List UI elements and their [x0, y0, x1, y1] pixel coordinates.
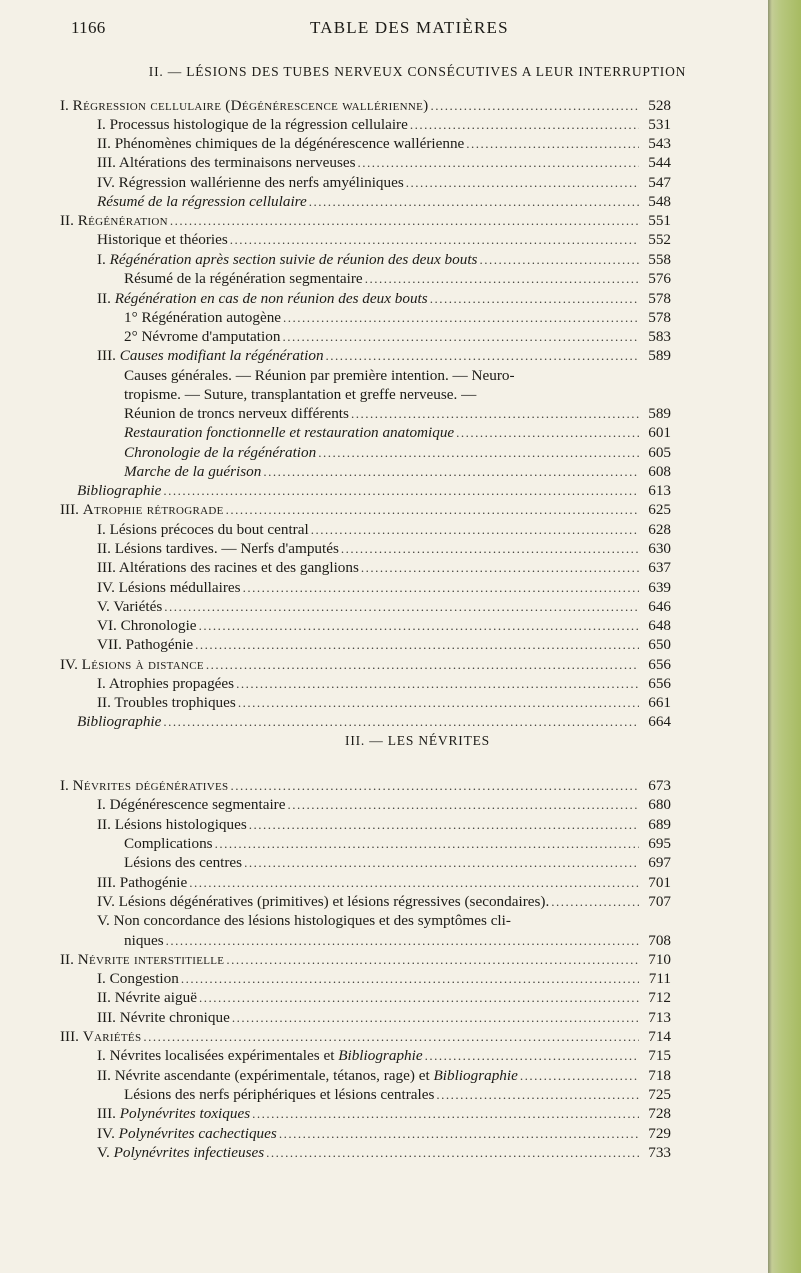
- toc-entry-label: 2° Névrome d'amputation: [124, 328, 281, 345]
- toc-entry-label: I. Névrites dégénératives: [60, 777, 229, 794]
- toc-entry[interactable]: [97, 693, 671, 713]
- toc-page-number: 628: [648, 521, 671, 538]
- toc-entry-label: II. Névrite aiguë: [97, 989, 197, 1006]
- toc-entry[interactable]: [97, 134, 671, 154]
- dot-leader: [166, 931, 639, 951]
- toc-entry[interactable]: [97, 1046, 671, 1066]
- toc-entry-label: Bibliographie: [77, 482, 162, 499]
- toc-page-number: 715: [648, 1047, 671, 1064]
- toc-page-number: 552: [648, 231, 671, 248]
- dot-leader: [252, 1104, 639, 1124]
- toc-page-number: 708: [648, 932, 671, 949]
- toc-entry-label: Historique et théories: [97, 231, 228, 248]
- toc-entry[interactable]: [97, 230, 671, 250]
- dot-leader: [309, 192, 639, 212]
- toc-entry[interactable]: [124, 834, 671, 854]
- toc-entry[interactable]: [97, 539, 671, 559]
- toc-page-number: 578: [648, 309, 671, 326]
- dot-leader: [425, 1046, 639, 1066]
- toc-entry[interactable]: [97, 346, 671, 366]
- dot-leader: [163, 481, 639, 501]
- toc-entry-label: II. Lésions histologiques: [97, 816, 247, 833]
- dot-leader: [164, 597, 639, 617]
- toc-entry[interactable]: [124, 931, 671, 951]
- dot-leader: [226, 500, 639, 520]
- toc-entry-continued: tropisme. — Suture, transplantation et greffe nerveuse. —: [124, 386, 477, 403]
- toc-page-number: 680: [648, 796, 671, 813]
- toc-entry[interactable]: [60, 500, 671, 520]
- dot-leader: [361, 558, 639, 578]
- dot-leader: [215, 834, 639, 854]
- toc-entry-label: Réunion de troncs nerveux différents: [124, 405, 349, 422]
- toc-entry-label: Complications: [124, 835, 213, 852]
- toc-entry[interactable]: [97, 1066, 671, 1086]
- toc-entry[interactable]: [97, 1104, 671, 1124]
- toc-page-number: 531: [648, 116, 671, 133]
- toc-entry[interactable]: [77, 712, 671, 732]
- section-heading-nevrites: III. — LES NÉVRITES: [345, 733, 490, 748]
- toc-page-number: 710: [648, 951, 671, 968]
- toc-entry[interactable]: [97, 674, 671, 694]
- toc-entry[interactable]: [77, 481, 671, 501]
- toc-entry[interactable]: [97, 873, 671, 893]
- dot-leader: [230, 776, 639, 796]
- toc-page-number: 695: [648, 835, 671, 852]
- toc-page-number: 576: [648, 270, 671, 287]
- toc-entry[interactable]: [124, 269, 671, 289]
- toc-entry[interactable]: [97, 289, 671, 309]
- dot-leader: [243, 578, 639, 598]
- dot-leader: [406, 173, 639, 193]
- dot-leader: [238, 693, 639, 713]
- toc-page-number: 548: [648, 193, 671, 210]
- toc-entry-label: I. Lésions précoces du bout central: [97, 521, 309, 538]
- toc-entry-label: II. Névrite ascendante (expérimentale, tétanos, rage) et Bibliographie: [97, 1067, 518, 1084]
- toc-page-number: 630: [648, 540, 671, 557]
- toc-entry-label: III. Causes modifiant la régénération: [97, 347, 324, 364]
- toc-page-number: 673: [648, 777, 671, 794]
- toc-entry-label: IV. Régression wallérienne des nerfs amyéliniques: [97, 174, 404, 191]
- toc-entry[interactable]: [124, 443, 671, 463]
- dot-leader: [170, 211, 639, 231]
- toc-entry[interactable]: [97, 520, 671, 540]
- toc-entry-label: Bibliographie: [77, 713, 162, 730]
- toc-entry-label: II. Régénération en cas de non réunion des deux bouts: [97, 290, 428, 307]
- toc-entry-label: III. Névrite chronique: [97, 1009, 230, 1026]
- toc-entry-label: III. Pathogénie: [97, 874, 188, 891]
- toc-entry-label: 1° Régénération autogène: [124, 309, 282, 326]
- dot-leader: [189, 873, 639, 893]
- toc-page-number: 661: [648, 694, 671, 711]
- dot-leader: [365, 269, 639, 289]
- toc-entry-label: I. Régénération après section suivie de réunion des deux bouts: [97, 251, 478, 268]
- toc-page-number: 712: [648, 989, 671, 1006]
- toc-entry[interactable]: [97, 578, 671, 598]
- toc-entry[interactable]: [124, 327, 671, 347]
- dot-leader: [263, 462, 639, 482]
- toc-entry-label: II. Phénomènes chimiques de la dégénérescence wallérienne: [97, 135, 465, 152]
- toc-entry[interactable]: [97, 1008, 671, 1028]
- toc-entry-label: IV. Lésions médullaires: [97, 579, 241, 596]
- toc-entry[interactable]: [97, 558, 671, 578]
- toc-entry[interactable]: [60, 211, 671, 231]
- toc-page-number: 543: [648, 135, 671, 152]
- toc-entry-label: Lésions des centres: [124, 854, 243, 871]
- toc-entry-label: VI. Chronologie: [97, 617, 197, 634]
- toc-entry[interactable]: [97, 1124, 671, 1144]
- toc-page-number: 583: [648, 328, 671, 345]
- toc-entry-label: II. Régénération: [60, 212, 168, 229]
- toc-entry-label: I. Processus histologique de la régression cellulaire: [97, 116, 408, 133]
- toc-page-number: 551: [648, 212, 671, 229]
- dot-leader: [358, 153, 639, 173]
- dot-leader: [287, 795, 639, 815]
- dot-leader: [479, 250, 639, 270]
- toc-entry[interactable]: [97, 597, 671, 617]
- toc-page-number: 637: [648, 559, 671, 576]
- dot-leader: [466, 134, 639, 154]
- toc-page-number: 689: [648, 816, 671, 833]
- dot-leader: [206, 655, 639, 675]
- dot-leader: [326, 346, 639, 366]
- toc-entry-continued: V. Non concordance des lésions histologiques et des symptômes cli-: [97, 912, 511, 929]
- dot-leader: [351, 404, 639, 424]
- toc-entry-label: Lésions des nerfs périphériques et lésions centrales: [124, 1086, 435, 1103]
- toc-entry[interactable]: [124, 423, 671, 443]
- toc-page-number: 714: [648, 1028, 671, 1045]
- page-number: 1166: [71, 18, 106, 37]
- toc-page-number: 707: [648, 893, 671, 910]
- toc-entry[interactable]: [97, 192, 671, 212]
- dot-leader: [163, 712, 639, 732]
- toc-page-number: 625: [648, 501, 671, 518]
- dot-leader: [279, 1124, 639, 1144]
- toc-entry[interactable]: [97, 616, 671, 636]
- toc-page-number: 711: [648, 970, 671, 987]
- toc-entry[interactable]: [60, 96, 671, 116]
- toc-entry-label: niques: [124, 932, 164, 949]
- toc-page-number: 547: [648, 174, 671, 191]
- running-title: TABLE DES MATIÈRES: [310, 18, 509, 37]
- dot-leader: [311, 520, 639, 540]
- dot-leader: [232, 1008, 639, 1028]
- toc-entry-label: I. Névrites localisées expérimentales et Bibliographie: [97, 1047, 423, 1064]
- toc-entry-label: Résumé de la régénération segmentaire: [124, 270, 363, 287]
- dot-leader: [226, 950, 639, 970]
- toc-entry[interactable]: [97, 635, 671, 655]
- toc-entry-label: I. Atrophies propagées: [97, 675, 235, 692]
- toc-entry-label: Chronologie de la régénération: [124, 444, 317, 461]
- toc-entry-continued: Causes générales. — Réunion par première intention. — Neuro-: [124, 367, 515, 384]
- toc-entry-label: III. Altérations des terminaisons nerveuses: [97, 154, 356, 171]
- dot-leader: [456, 423, 639, 443]
- toc-entry-label: Résumé de la régression cellulaire: [97, 193, 307, 210]
- toc-page-number: 656: [648, 675, 671, 692]
- toc-page-number: 608: [648, 463, 671, 480]
- toc-entry-label: III. Variétés: [60, 1028, 142, 1045]
- toc-page-number: 558: [648, 251, 671, 268]
- toc-entry-label: II. Névrite interstitielle: [60, 951, 225, 968]
- toc-page-number: 528: [648, 97, 671, 114]
- toc-entry-label: III. Altérations des racines et des ganglions: [97, 559, 359, 576]
- toc-entry-label: V. Variétés: [97, 598, 163, 615]
- dot-leader: [199, 988, 639, 1008]
- toc-entry-label: V. Polynévrites infectieuses: [97, 1144, 265, 1161]
- toc-page-number: 664: [648, 713, 671, 730]
- toc-entry-label: III. Atrophie rétrograde: [60, 501, 224, 518]
- toc-entry[interactable]: [97, 1143, 671, 1163]
- dot-leader: [430, 96, 639, 116]
- toc-entry[interactable]: [124, 853, 671, 873]
- toc-entry[interactable]: [97, 988, 671, 1008]
- toc-entry[interactable]: [97, 815, 671, 835]
- dot-leader: [551, 892, 639, 912]
- dot-leader: [199, 616, 639, 636]
- section-heading-lesions: II. — LÉSIONS DES TUBES NERVEUX CONSÉCUTIVES A LEUR INTERRUPTION: [148, 64, 687, 79]
- toc-page-number: 544: [648, 154, 671, 171]
- toc-page-number: 733: [648, 1144, 671, 1161]
- dot-leader: [341, 539, 639, 559]
- toc-entry-label: I. Dégénérescence segmentaire: [97, 796, 286, 813]
- toc-page-number: 648: [648, 617, 671, 634]
- dot-leader: [318, 443, 639, 463]
- toc-entry-label: I. Congestion: [97, 970, 179, 987]
- dot-leader: [230, 230, 639, 250]
- toc-page-number: 646: [648, 598, 671, 615]
- dot-leader: [283, 308, 639, 328]
- toc-entry[interactable]: [124, 1085, 671, 1105]
- toc-entry[interactable]: [60, 776, 671, 796]
- toc-entry-label: Marche de la guérison: [124, 463, 262, 480]
- toc-page-number: 650: [648, 636, 671, 653]
- toc-page-number: 725: [648, 1086, 671, 1103]
- toc-entry[interactable]: [97, 892, 671, 912]
- toc-entry[interactable]: [97, 115, 671, 135]
- toc-page-number: 639: [648, 579, 671, 596]
- dot-leader: [249, 815, 639, 835]
- toc-page-number: 656: [648, 656, 671, 673]
- dot-leader: [266, 1143, 639, 1163]
- toc-entry[interactable]: [97, 250, 671, 270]
- toc-entry[interactable]: [60, 1027, 671, 1047]
- toc-page-number: 601: [648, 424, 671, 441]
- toc-entry-label: IV. Polynévrites cachectiques: [97, 1125, 277, 1142]
- toc-page-number: 613: [648, 482, 671, 499]
- toc-page-number: 701: [648, 874, 671, 891]
- toc-entry[interactable]: [97, 173, 671, 193]
- toc-page-number: 697: [648, 854, 671, 871]
- dot-leader: [181, 969, 639, 989]
- toc-entry[interactable]: [97, 153, 671, 173]
- toc-entry-label: II. Troubles trophiques: [97, 694, 236, 711]
- toc-entry-label: IV. Lésions dégénératives (primitives) et lésions régressives (secondaires).: [97, 893, 550, 910]
- dot-leader: [410, 115, 639, 135]
- toc-entry-label: Restauration fonctionnelle et restauration anatomique: [124, 424, 455, 441]
- toc-entry[interactable]: [60, 655, 671, 675]
- dot-leader: [430, 289, 639, 309]
- toc-entry[interactable]: [124, 308, 671, 328]
- dot-leader: [520, 1066, 639, 1086]
- toc-page-number: 589: [648, 405, 671, 422]
- toc-entry-label: VII. Pathogénie: [97, 636, 194, 653]
- page-edge: [768, 0, 801, 1273]
- toc-page-number: 729: [648, 1125, 671, 1142]
- toc-entry[interactable]: [97, 795, 671, 815]
- toc-entry[interactable]: [97, 969, 671, 989]
- dot-leader: [436, 1085, 639, 1105]
- dot-leader: [244, 853, 639, 873]
- toc-page-number: 713: [648, 1009, 671, 1026]
- toc-page-number: 718: [648, 1067, 671, 1084]
- page-header: [0, 18, 775, 42]
- dot-leader: [195, 635, 639, 655]
- toc-page-number: 578: [648, 290, 671, 307]
- toc-page-number: 728: [648, 1105, 671, 1122]
- toc-entry-label: I. Régression cellulaire (Dégénérescence wallérienne): [60, 97, 429, 114]
- toc-entry[interactable]: [124, 462, 671, 482]
- dot-leader: [236, 674, 639, 694]
- toc-entry[interactable]: [60, 950, 671, 970]
- toc-page-number: 589: [648, 347, 671, 364]
- toc-entry[interactable]: [124, 404, 671, 424]
- toc-page-number: 605: [648, 444, 671, 461]
- toc-entry-label: III. Polynévrites toxiques: [97, 1105, 251, 1122]
- toc-entry-label: II. Lésions tardives. — Nerfs d'amputés: [97, 540, 339, 557]
- dot-leader: [143, 1027, 639, 1047]
- toc-entry-label: IV. Lésions à distance: [60, 656, 204, 673]
- dot-leader: [282, 327, 639, 347]
